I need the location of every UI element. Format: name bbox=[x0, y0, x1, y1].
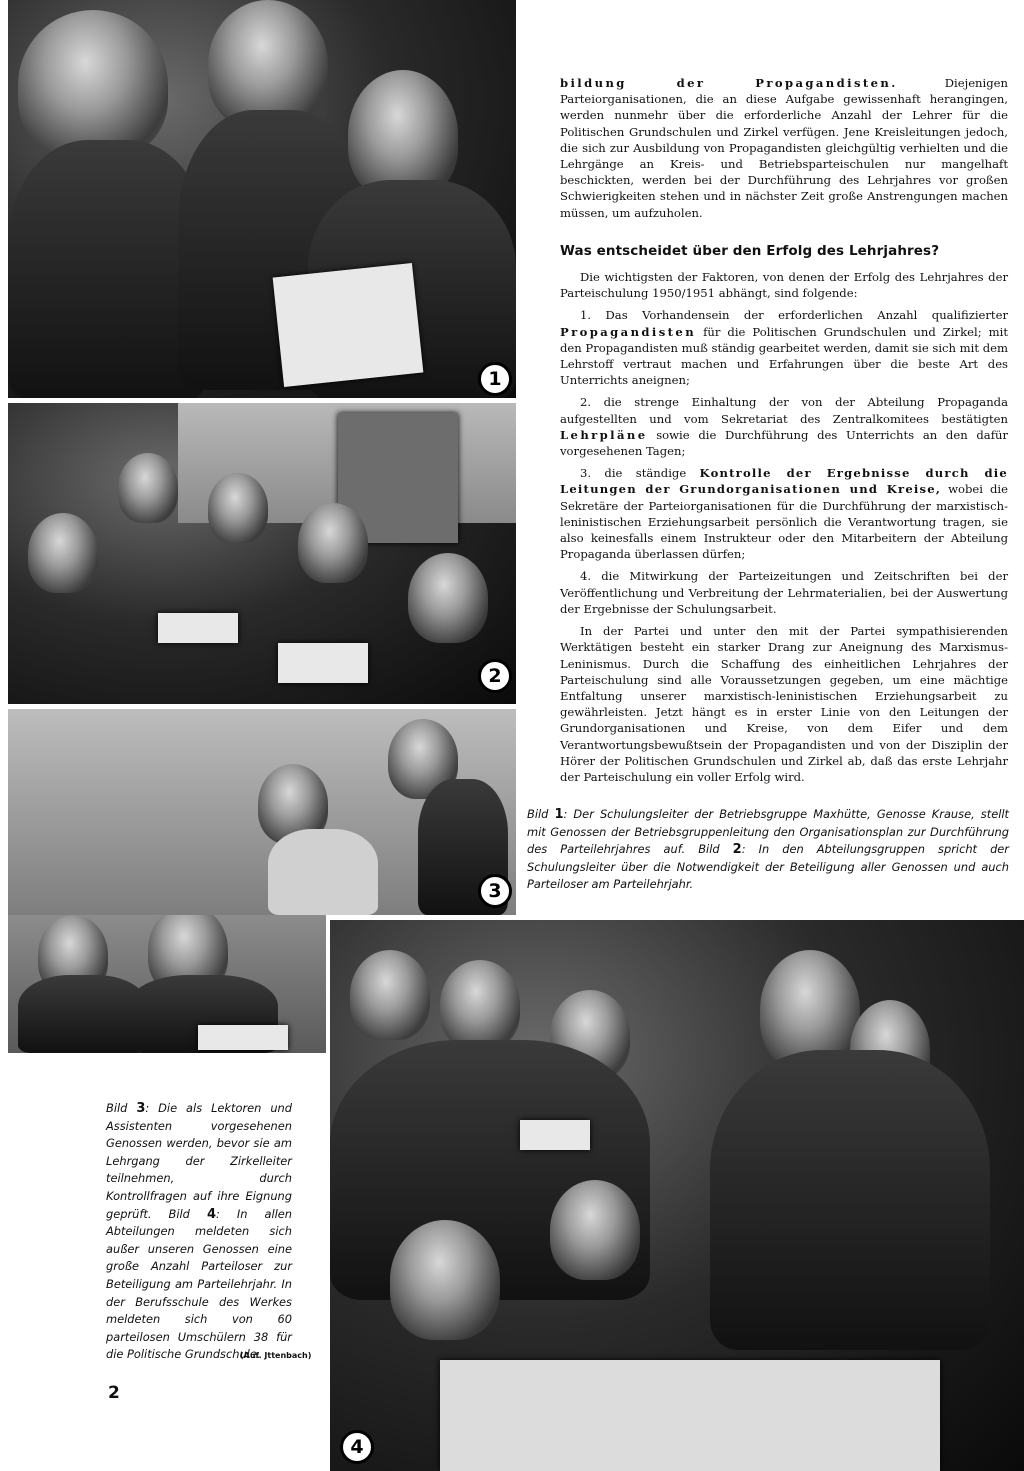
caption-2-bild: Bild bbox=[698, 842, 733, 857]
article-closing: In der Partei und unter den mit der Partei sympathisierenden Werktätigen besteht ein starker Drang zur Aneignung des Marxismus-Leninismus. Durch die Schaffung des einheitlichen Lehrjahres der Parteischulung sind alle Voraussetzungen gegeben, um eine mächtige Entfaltung unserer marxistisch-leninistischen Erziehungsarbeit zu gewährleisten. Jetzt hängt es in erster Linie von den Leitungen der Grundorganisationen und Kreise, von dem Eifer und dem Verantwortungsbewußtsein der Propagandisten und von der Disziplin der Hörer der Politischen Grundschulen und Zirkel ab, daß das erste Lehrjahr der Parteischulung ein voller Erfolg wird. bbox=[560, 624, 1008, 784]
item-3-text-a: 3. die ständige bbox=[580, 466, 700, 481]
photo-3-lower bbox=[8, 915, 326, 1053]
caption-photos-1-2 bbox=[527, 806, 1009, 894]
caption-1-text: : Der Schulungsleiter der Betriebsgruppe Maxhütte, Genosse Krause, stellt mit Genossen der Betriebsgruppenleitung den Organisationsplan zur Durchführung des Parteilehrjahres auf. bbox=[527, 807, 1009, 857]
caption-2-number: 2 bbox=[732, 842, 742, 858]
item-1-text-b: für die Politischen Grundschulen und Zirkel; mit den Propagandisten muß ständig gearbeitet werden, damit sie sich mit dem Lehrstoff vertraut machen und Erfahrungen über die beste Art des Unterrichts aneignen; bbox=[560, 324, 1009, 388]
article-paragraph-1 bbox=[560, 75, 1008, 221]
caption-3-number: 3 bbox=[136, 1101, 146, 1116]
item-1-spaced: Propagandisten bbox=[560, 324, 697, 339]
article-item-1 bbox=[560, 307, 1008, 388]
photo-3-badge: 3 bbox=[478, 874, 512, 908]
article-spaced-phrase: bildung der Propagandisten. bbox=[560, 76, 898, 90]
photo-1-badge: 1 bbox=[478, 362, 512, 396]
article-intro: Die wichtigsten der Faktoren, von denen der Erfolg des Lehrjahres der Parteischulung 1950/1951 abhängt, sind folgende: bbox=[560, 270, 1008, 301]
caption-4-text: : In allen Abteilungen meldeten sich außer unseren Genossen eine große Anzahl Parteiloser zur Beteiligung am Parteilehrjahr. In der Berufsschule des Werkes meldeten sich von 60 parteilosen Umschülern 38 für die Politische Grundschule. bbox=[106, 1206, 293, 1362]
article-paragraph-1-text: Diejenigen Parteiorganisationen, die an diese Aufgabe gewissenhaft herangingen, werden nunmehr über die erforderliche Anzahl der Lehrer für die Politischen Grundschulen und Zirkel verfügen. Jene Kreisleitungen jedoch, die sich zur Ausbildung von Propagandisten gleichgültig verhielten und die Lehrgänge an Kreis- und Betriebsparteischulen nur mangelhaft beschickten, werden bei der Durchführung des Lehrjahres vor großen Schwierigkeiten stehen und in nächster Zeit große Anstrengungen machen müssen, um aufzuholen. bbox=[560, 76, 1008, 220]
caption-1-bild: Bild bbox=[527, 807, 555, 821]
item-1-text-a: 1. Das Vorhandensein der erforderlichen Anzahl qualifizierter bbox=[580, 308, 1008, 323]
photo-4 bbox=[330, 920, 1024, 1471]
caption-1-number: 1 bbox=[554, 807, 564, 822]
caption-4-bild: Bild bbox=[168, 1206, 207, 1221]
item-2-text-a: 2. die strenge Einhaltung der von der Abteilung Propaganda aufgestellten und vom Sekretariat des Zentralkomitees bestätigten bbox=[560, 395, 1008, 426]
caption-3-bild: Bild bbox=[106, 1101, 137, 1115]
item-2-spaced: Lehrpläne bbox=[560, 427, 648, 442]
item-3-spaced: Kontrolle der Ergebnisse durch die Leitungen der Grundorganisationen und Kreise, bbox=[560, 466, 1008, 497]
photo-2-badge: 2 bbox=[478, 659, 512, 693]
article bbox=[560, 75, 1008, 791]
photo-3 bbox=[8, 709, 516, 915]
page-number: 2 bbox=[108, 1383, 120, 1403]
article-heading: Was entscheidet über den Erfolg des Lehrjahres? bbox=[560, 242, 940, 259]
item-3-text-b: wobei die Sekretäre der Parteiorganisationen für die Durchführung der marxistisch-leninistischen Erziehungsarbeit persönlich die Verantwortung tragen, sie also keinesfalls einem Instrukteur oder den Mitarbeitern der Abteilung Propaganda überlassen dürfen; bbox=[560, 482, 1008, 562]
article-item-4: 4. die Mitwirkung der Parteizeitungen und Zeitschriften bei der Veröffentlichung und Verbreitung der Lehrmaterialien, bei der Auswertung der Ergebnisse der Schulungsarbeit. bbox=[560, 569, 1008, 616]
article-item-2 bbox=[560, 394, 1008, 459]
photo-2 bbox=[8, 403, 516, 704]
photo-4-badge: 4 bbox=[340, 1430, 374, 1464]
caption-photos-3-4 bbox=[106, 1100, 292, 1364]
caption-2-text: : In den Abteilungsgruppen spricht der Schulungsleiter über die Notwendigkeit der Beteiligung aller Genossen und auch Parteiloser am Parteilehrjahr. bbox=[527, 842, 1009, 892]
article-item-3 bbox=[560, 465, 1008, 562]
photo-1 bbox=[8, 0, 516, 398]
photo-credit: (Auf. Jttenbach) bbox=[240, 1351, 312, 1360]
caption-4-number: 4 bbox=[206, 1206, 216, 1222]
caption-3-text: : Die als Lektoren und Assistenten vorgesehenen Genossen werden, bevor sie am Lehrgang der Zirkelleiter teilnehmen, durch Kontrollfragen auf ihre Eignung geprüft. bbox=[106, 1101, 292, 1221]
item-2-text-b: sowie die Durchführung des Unterrichts an den dafür vorgesehenen Tagen; bbox=[560, 427, 1008, 459]
